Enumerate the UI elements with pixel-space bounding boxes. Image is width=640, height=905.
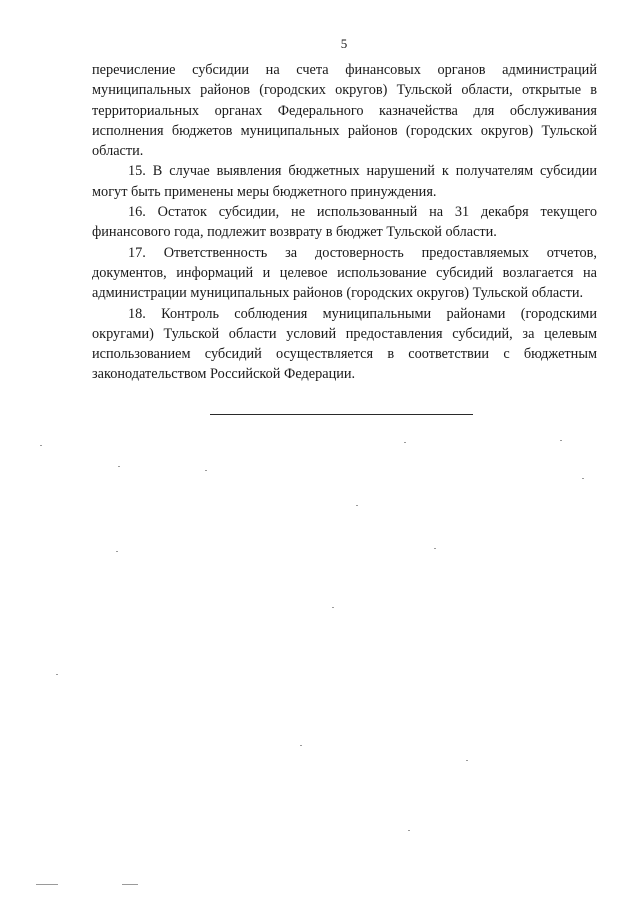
scan-speck	[408, 830, 410, 831]
scan-speck	[40, 445, 42, 446]
page-number: 5	[340, 36, 348, 51]
scan-speck	[404, 442, 406, 443]
paragraph-17: 17. Ответственность за достоверность предоставляемых отчетов, документов, информаций и целевое использование субсидий возлагается на администрации муниципальных районов (городских округов) Тульской области.	[92, 244, 597, 302]
document-body	[92, 60, 597, 385]
end-of-text-rule	[210, 414, 473, 415]
paragraph-16: 16. Остаток субсидии, не использованный на 31 декабря текущего финансового года, подлежит возврату в бюджет Тульской области.	[92, 204, 597, 241]
paragraph-continuation: перечисление субсидии на счета финансовых органов администраций муниципальных районов (городских округов) Тульской области, открытые в территориальных органах Федерального казначейства для обслуживания исполнения бюджетов муниципальных районов (городских округов) Тульской области.	[92, 62, 597, 160]
scan-speck	[434, 548, 436, 549]
scan-speck	[36, 884, 58, 885]
scan-speck	[466, 760, 468, 761]
scan-speck	[56, 674, 58, 675]
scan-speck	[300, 745, 302, 746]
paragraph-15: 15. В случае выявления бюджетных нарушений к получателям субсидии могут быть применены меры бюджетного принуждения.	[92, 163, 597, 200]
scan-speck	[118, 466, 120, 467]
scan-speck	[356, 505, 358, 506]
scan-speck	[332, 607, 334, 608]
scan-speck	[205, 470, 207, 471]
paragraph-18: 18. Контроль соблюдения муниципальными районами (городскими округами) Тульской области условий предоставления субсидий, за целевым использованием субсидий осуществляется в соответствии с бюджетным законодательством Российской Федерации.	[92, 305, 597, 383]
scan-speck	[116, 551, 118, 552]
scan-speck	[560, 440, 562, 441]
scan-speck	[582, 478, 584, 479]
scan-speck	[122, 884, 138, 885]
